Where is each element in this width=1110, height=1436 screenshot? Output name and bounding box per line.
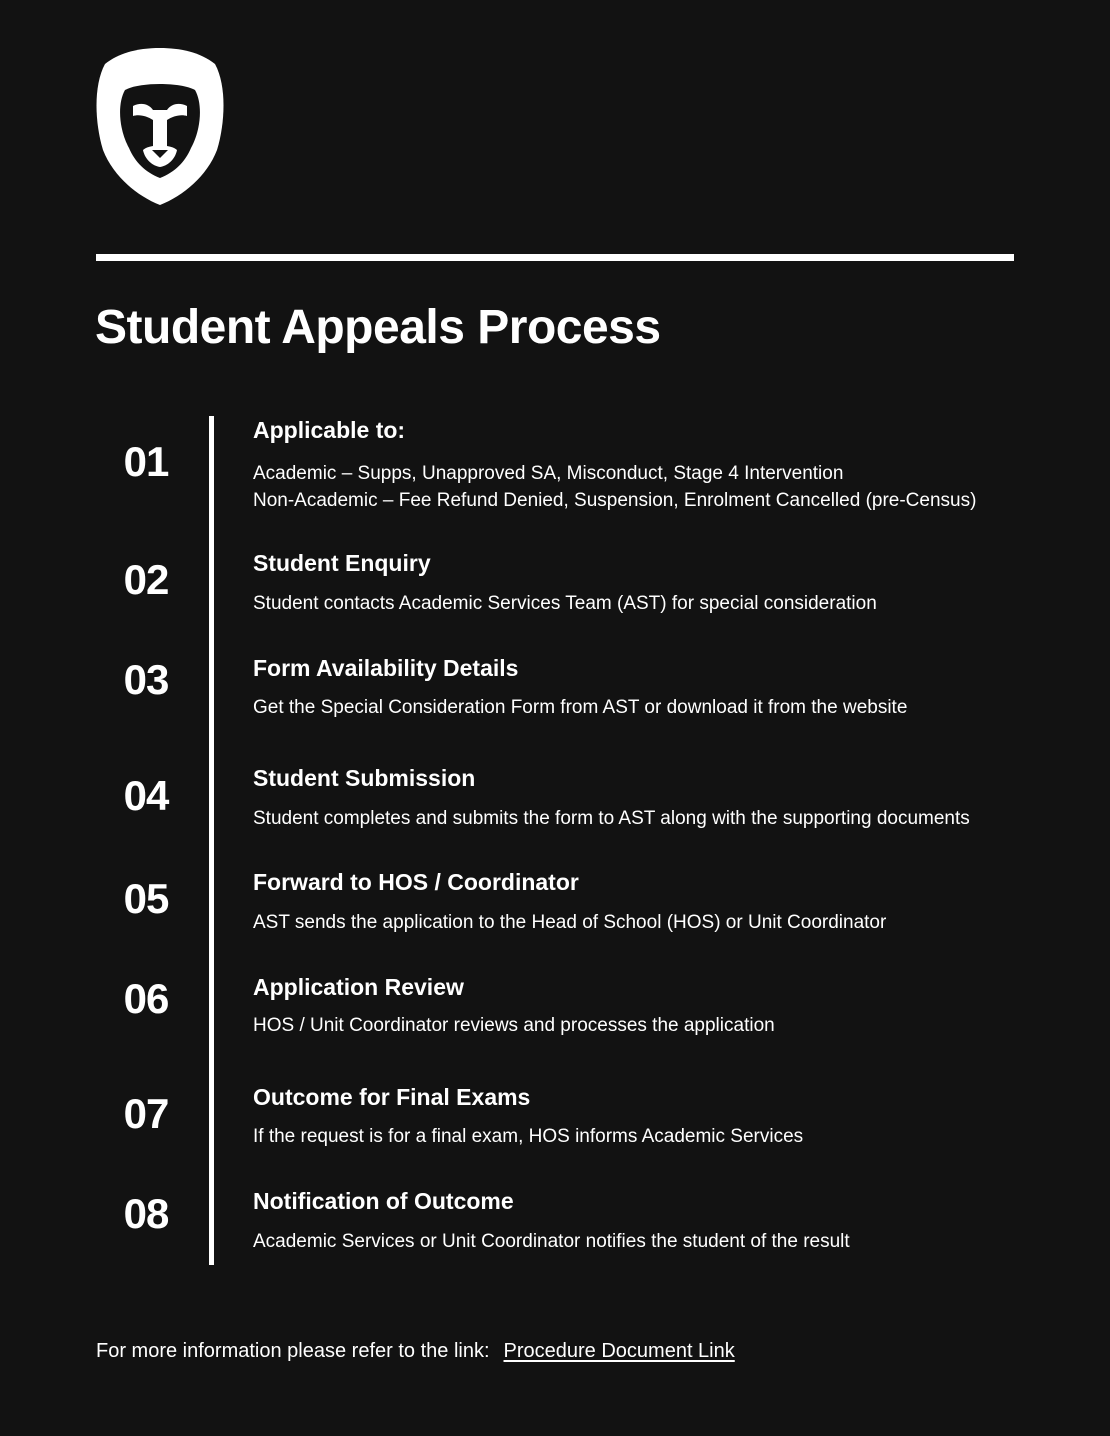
step-number-02: 02 bbox=[123, 556, 169, 603]
title-divider bbox=[96, 254, 1014, 261]
step-number-05: 05 bbox=[123, 875, 169, 922]
footer-text: For more information please refer to the link: bbox=[96, 1340, 490, 1362]
step-number-03: 03 bbox=[123, 656, 169, 703]
step-description-05: AST sends the application to the Head of School (HOS) or Unit Coordinator bbox=[253, 912, 887, 933]
step-title-06: Application Review bbox=[253, 974, 464, 1000]
step-description-02: Student contacts Academic Services Team (AST) for special consideration bbox=[253, 593, 877, 614]
page-title: Student Appeals Process bbox=[95, 301, 661, 354]
step-title-07: Outcome for Final Exams bbox=[253, 1084, 531, 1110]
step-number-08: 08 bbox=[123, 1190, 169, 1237]
step-title-08: Notification of Outcome bbox=[253, 1188, 514, 1214]
step-title-03: Form Availability Details bbox=[253, 655, 519, 681]
step-description-04: Student completes and submits the form to AST along with the supporting documents bbox=[253, 808, 970, 829]
step-description-01-line-2: Non-Academic – Fee Refund Denied, Suspension, Enrolment Cancelled (pre-Census) bbox=[253, 490, 977, 511]
step-description-08: Academic Services or Unit Coordinator notifies the student of the result bbox=[253, 1231, 850, 1252]
timeline-line bbox=[209, 416, 214, 1265]
step-number-06: 06 bbox=[123, 975, 169, 1022]
step-title-02: Student Enquiry bbox=[253, 550, 431, 576]
step-number-01: 01 bbox=[123, 438, 169, 485]
step-number-07: 07 bbox=[123, 1090, 169, 1137]
step-title-05: Forward to HOS / Coordinator bbox=[253, 869, 579, 895]
footer bbox=[96, 1340, 735, 1363]
lion-shield-icon bbox=[95, 46, 225, 206]
step-title-04: Student Submission bbox=[253, 765, 476, 791]
procedure-document-link[interactable]: Procedure Document Link bbox=[503, 1340, 735, 1362]
step-title-01: Applicable to: bbox=[253, 417, 406, 443]
step-description-07: If the request is for a final exam, HOS informs Academic Services bbox=[253, 1126, 804, 1147]
step-description-03: Get the Special Consideration Form from AST or download it from the website bbox=[253, 697, 908, 718]
step-description-01-line-1: Academic – Supps, Unapproved SA, Misconduct, Stage 4 Intervention bbox=[253, 463, 844, 484]
step-description-06: HOS / Unit Coordinator reviews and processes the application bbox=[253, 1015, 775, 1036]
step-number-04: 04 bbox=[123, 772, 169, 819]
